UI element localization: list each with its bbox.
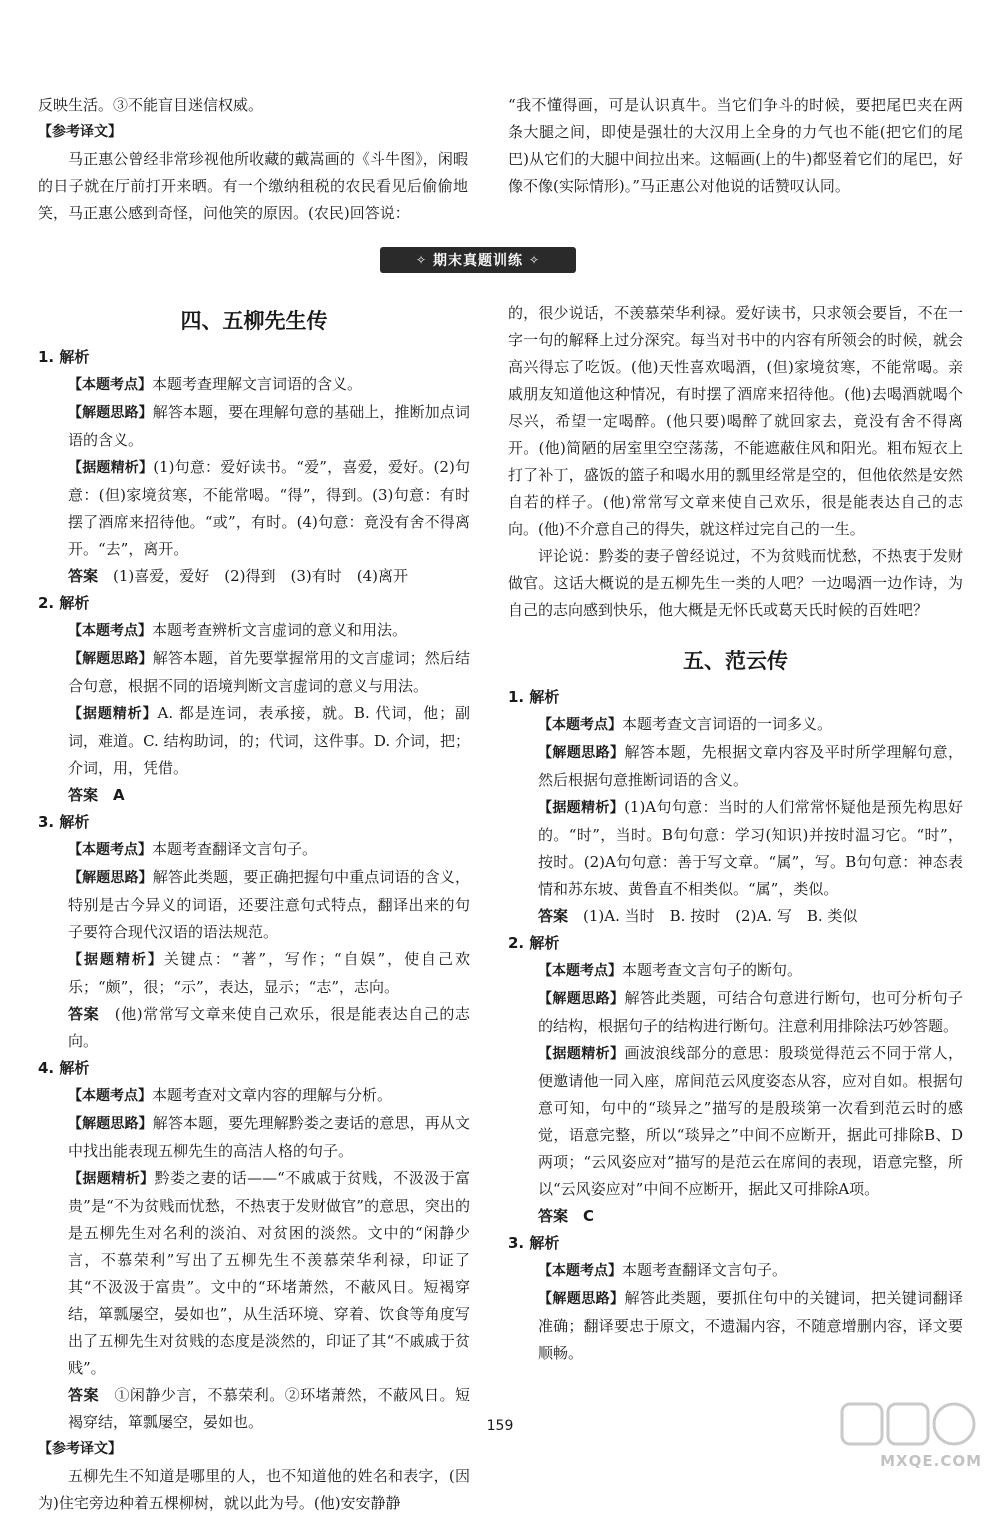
- paragraph: 五柳先生不知道是哪里的人，也不知道他的姓名和表字，(因为)住宅旁边种着五棵柳树，就以此为号。(他)安安静静: [38, 1467, 470, 1512]
- analysis-item: 【解题思路】解答本题，首先要掌握常用的文言虚词；然后结合句意，根据不同的语境判断文言虚词的意义与用法。: [68, 649, 471, 695]
- analysis-item: 【解题思路】解答本题，先根据文章内容及平时所学理解句意，然后根据句意推断词语的含义。: [538, 743, 963, 789]
- tag-label: 【本题考点】: [68, 1088, 152, 1104]
- answer-label: 答案: [68, 567, 99, 585]
- tag-label: 【本题考点】: [68, 377, 152, 393]
- section-title: 五、范云传: [683, 648, 788, 673]
- watermark-icon: [832, 1400, 982, 1448]
- answer-label: 答案: [68, 1005, 100, 1023]
- tag-label: 【本题考点】: [68, 623, 152, 639]
- analysis-item: 【解题思路】解答本题，要先理解黔娄之妻话的意思，再从文中找出能表现五柳先生的高洁人格的句子。: [68, 1114, 471, 1160]
- paragraph: “我不懂得画，可是认识真牛。当它们争斗的时候，要把尾巴夹在两条大腿之间，即使是强壮的大汉用上全身的力气也不能(把它们的尾巴)从它们的大腿中间拉出来。这幅画(上的牛)都竖着它们的尾巴，好像不像(实际情形)。”马正惠公对他说的话赞叹认同。: [508, 96, 963, 195]
- answer-label: 答案: [68, 1386, 99, 1404]
- section-title: 四、五柳先生传: [180, 308, 328, 333]
- question-heading: 2. 解析: [38, 594, 90, 612]
- sparkle-icon: ✧: [529, 253, 541, 267]
- question-heading: 1. 解析: [38, 348, 90, 366]
- analysis-item: 【本题考点】本题考查翻译文言句子。: [68, 840, 318, 858]
- answer-label: 答案: [68, 786, 99, 804]
- analysis-item: 【解题思路】解答本题，要在理解句意的基础上，推断加点词语的含义。: [68, 403, 471, 449]
- answer-line: 答案 (他)常常写文章来使自己欢乐，很是能表达自己的志向。: [68, 1005, 470, 1050]
- analysis-item: 【解题思路】解答此类题，可结合句意进行断句，也可分析句子的结构，根据句子的结构进行断句。注意利用排除法巧妙答题。: [538, 989, 963, 1035]
- banner-title: 期末真题训练: [433, 253, 523, 269]
- question-heading: 4. 解析: [38, 1059, 90, 1077]
- analysis-item: 【本题考点】本题考查文言词语的一词多义。: [538, 715, 833, 733]
- answer-line: 答案 C: [538, 1207, 595, 1225]
- tag-label: 【解题思路】: [68, 405, 153, 421]
- section-banner: [380, 247, 576, 273]
- answer-line: 答案 (1)喜爱，爱好 (2)得到 (3)有时 (4)离开: [68, 567, 409, 585]
- watermark-text: MXQE.COM: [880, 1452, 982, 1470]
- tag-label: 【解题思路】: [68, 870, 153, 886]
- right-column: [508, 300, 963, 1367]
- tag-label: 【本题考点】: [538, 963, 622, 979]
- tag-label: 【据题精析】: [68, 706, 158, 722]
- answer-line: 答案 A: [68, 786, 125, 804]
- reference-translation-label: 【参考译文】: [38, 124, 122, 140]
- tag-label: 【解题思路】: [538, 745, 625, 761]
- analysis-item: 【本题考点】本题考查理解文言词语的含义。: [68, 375, 363, 393]
- tag-label: 【本题考点】: [68, 842, 152, 858]
- text-line: 反映生活。③不能盲目迷信权威。: [38, 96, 264, 114]
- top-left-column: [38, 92, 468, 227]
- left-column: [38, 300, 470, 1517]
- top-right-column: [508, 92, 963, 200]
- analysis-item: 【解题思路】解答此类题，要抓住句中的关键词，把关键词翻译准确；翻译要忠于原文，不遗漏内容，不随意增删内容，译文要顺畅。: [538, 1289, 963, 1362]
- analysis-item: 【本题考点】本题考查辨析文言虚词的意义和用法。: [68, 621, 408, 639]
- answer-label: 答案: [538, 907, 569, 925]
- analysis-item: 【据题精析】(1)A句句意：当时的人们常常怀疑他是预先构思好的。“时”，当时。B句句意：学习(知识)并按时温习它。“时”，按时。(2)A句句意：善于写文章。“属”，写。B句句意：神态表情和苏东坡、黄鲁直不相类似。“属”，类似。: [538, 798, 963, 898]
- analysis-item: 【本题考点】本题考查对文章内容的理解与分析。: [68, 1086, 393, 1104]
- tag-label: 【据题精析】: [538, 800, 625, 816]
- paragraph: 评论说：黔娄的妻子曾经说过，不为贫贱而忧愁，不热衷于发财做官。这话大概说的是五柳先生一类的人吧？一边喝酒一边作诗，为自己的志向感到快乐，他大概是无怀氏或葛天氏时候的百姓吧？: [508, 547, 963, 619]
- tag-label: 【据题精析】: [68, 1171, 155, 1187]
- answer-label: 答案: [538, 1207, 569, 1225]
- tag-label: 【解题思路】: [538, 1291, 625, 1307]
- analysis-item: 【解题思路】解答此类题，要正确把握句中重点词语的含义，特别是古今异义的词语，还要注意句式特点，翻译出来的句子要符合现代汉语的语法规范。: [68, 868, 471, 941]
- analysis-item: 【据题精析】(1)句意：爱好读书。“爱”，喜爱，爱好。(2)句意：(但)家境贫寒，不能常喝。“得”，得到。(3)句意：有时摆了酒席来招待他。“或”，有时。(4)句意：竟没有舍不得离开。“去”，离开。: [68, 458, 471, 558]
- tag-label: 【据题精析】: [68, 460, 154, 476]
- watermark-logo: [832, 1400, 982, 1470]
- paragraph: 的，很少说话，不羡慕荣华利禄。爱好读书，只求领会要旨，不在一字一句的解释上过分深究。每当对书中的内容有所领会的时候，就会高兴得忘了吃饭。(他)天性喜欢喝酒，(但)家境贫寒，不能常喝。亲戚朋友知道他这种情况，有时摆了酒席来招待他。(他)去喝酒就喝个尽兴，希望一定喝醉。(他只要)喝醉了就回家去，竟没有舍不得离开。(他)简陋的居室里空空荡荡，不能遮蔽住风和阳光。粗布短衣上打了补丁，盛饭的篮子和喝水用的瓢里经常是空的，但他依然是安然自若的样子。(他)常常写文章来使自己欢乐，很是能表达自己的志向。(他)不介意自己的得失，就这样过完自己的一生。: [508, 304, 963, 538]
- paragraph: 马正惠公曾经非常珍视他所收藏的戴嵩画的《斗牛图》，闲暇的日子就在厅前打开来晒。有一个缴纳租税的农民看见后偷偷地笑，马正惠公感到奇怪，问他笑的原因。(农民)回答说：: [38, 150, 468, 222]
- reference-translation-label: 【参考译文】: [38, 1441, 122, 1457]
- tag-label: 【解题思路】: [68, 651, 153, 667]
- question-heading: 3. 解析: [38, 813, 90, 831]
- analysis-item: 【本题考点】本题考查文言句子的断句。: [538, 961, 803, 979]
- answer-line: 答案 ①闲静少言，不慕荣利。②环堵萧然，不蔽风日。短褐穿结，箪瓢屡空，晏如也。: [68, 1386, 470, 1431]
- tag-label: 【本题考点】: [538, 717, 622, 733]
- analysis-item: 【据题精析】画波浪线部分的意思：殷琰觉得范云不同于常人，便邀请他一同入座，席间范云风度姿态从容，应对自如。根据句意可知，句中的“琰异之”描写的是殷琰第一次看到范云时的感觉，语意完整，所以“琰异之”中间不应断开，据此可排除B、D两项；“云风姿应对”描写的是范云在席间的表现，语意完整，所以“云风姿应对”中间不应断开，据此又可排除A项。: [538, 1044, 963, 1198]
- analysis-item: 【本题考点】本题考查翻译文言句子。: [538, 1261, 788, 1279]
- sparkle-icon: ✧: [415, 253, 427, 267]
- tag-label: 【据题精析】: [68, 952, 164, 968]
- analysis-item: 【据题精析】A. 都是连词，表承接，就。B. 代词，他；副词，难道。C. 结构助词，的；代词，这件事。D. 介词，把；介词，用，凭借。: [68, 704, 470, 777]
- question-heading: 3. 解析: [508, 1234, 560, 1252]
- page-number: 159: [486, 1418, 514, 1434]
- tag-label: 【解题思路】: [538, 991, 625, 1007]
- tag-label: 【解题思路】: [68, 1116, 153, 1132]
- analysis-item: 【据题精析】关键点：“著”，写作；“自娱”，使自己欢乐；“颇”，很；“示”，表达，显示；“志”，志向。: [68, 950, 470, 996]
- question-heading: 1. 解析: [508, 688, 560, 706]
- tag-label: 【据题精析】: [538, 1046, 625, 1062]
- analysis-item: 【据题精析】黔娄之妻的话——“不戚戚于贫贱，不汲汲于富贵”是“不为贫贱而忧愁，不热衷于发财做官”的意思，突出的是五柳先生对名利的淡泊、对贫困的淡然。文中的“闲静少言，不慕荣利”写出了五柳先生不羡慕荣华利禄，印证了其“不汲汲于富贵”。文中的“环堵萧然，不蔽风日。短褐穿结，箪瓢屡空，晏如也”，从生活环境、穿着、饮食等角度写出了五柳先生对贫贱的态度是淡然的，印证了其“不戚戚于贫贱”。: [68, 1169, 471, 1377]
- question-heading: 2. 解析: [508, 934, 560, 952]
- answer-line: 答案 (1)A. 当时 B. 按时 (2)A. 写 B. 类似: [538, 907, 858, 925]
- tag-label: 【本题考点】: [538, 1263, 622, 1279]
